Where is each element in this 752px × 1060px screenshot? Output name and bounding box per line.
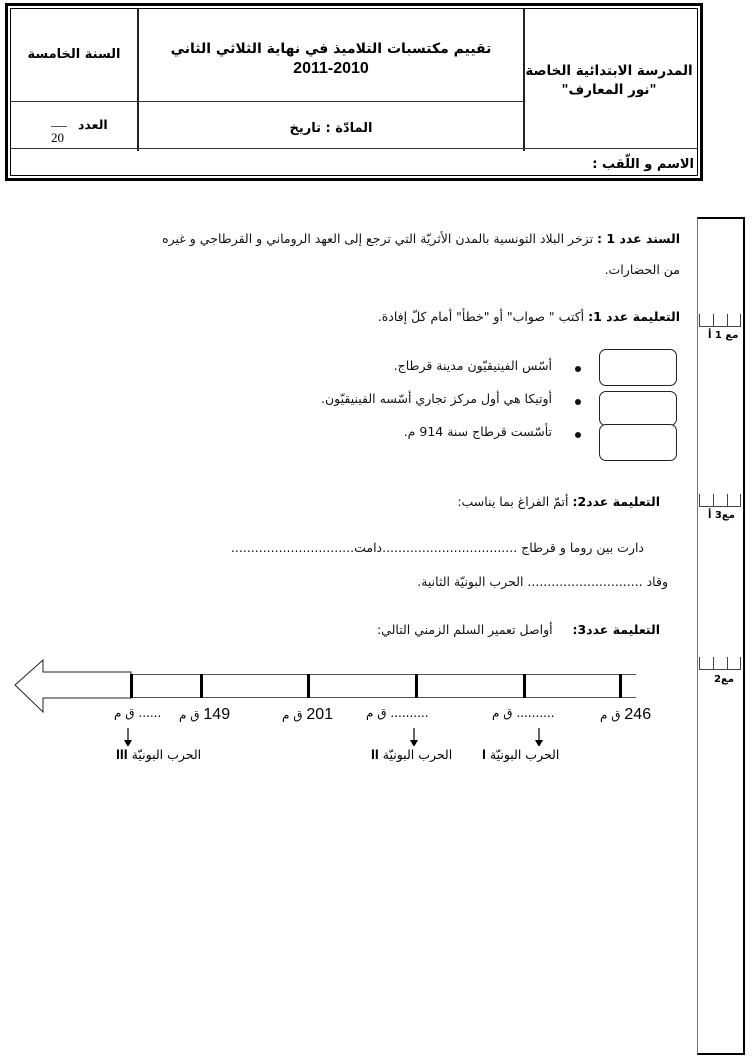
subject-label: المادّة : تاريخ [289,121,373,136]
timeline-date-5: 149 ق م [179,706,231,723]
statement-1: أسّس الفينيقيّون مدينة قرطاج. [393,358,552,373]
score-denominator: 20 [51,130,64,145]
timeline-tick [200,674,203,698]
arrow-down-icon [123,728,133,746]
answer-box-1[interactable] [599,349,677,386]
bullet-icon [575,366,581,372]
header-box [5,3,703,181]
instruction-3-text: أواصل تعمير السلم الزمني التالي: [376,622,553,637]
statement-3: تأسّست قرطاج سنة 914 م. [403,424,552,439]
header-row-divider [11,101,523,102]
punic-war-3-label: الحرب البونيّة III [116,746,202,762]
school-name: المدرسة الابتدائية الخاصة [525,63,693,79]
criterion-label-1: مع 1 أ [708,330,739,341]
timeline-tick [307,674,310,698]
instruction-2 [457,494,660,509]
timeline-tick [415,674,418,698]
statement-2: أوتيكا هي أول مركز تجاري أسّسه الفينيقيّون. [321,391,552,406]
arrow-down-icon [534,728,544,746]
document-1-text: تزخر البلاد التونسية بالمدن الأثريّة التي ترجع إلى العهد الروماني و القرطاجي و غيره [162,231,594,246]
exam-year: 2011-2010 [293,60,369,77]
score-grid-1[interactable] [699,314,741,327]
timeline-bar [131,674,636,698]
fill-blank-line-2[interactable]: وقاد ............................. الحرب البونيّة الثانية. [417,574,668,589]
criterion-label-2: مع3 أ [708,510,735,521]
document-1-line-1 [162,231,680,246]
timeline-date-2[interactable]: .......... ق م [492,706,555,720]
instruction-3 [377,622,660,637]
student-name-field[interactable]: الاسم و اللّقب : [592,157,694,172]
answer-box-2[interactable] [599,391,677,426]
timeline-tick [523,674,526,698]
instruction-1-text: أكتب " صواب" أو "خطأ" أمام كلّ إفادة. [377,309,585,324]
timeline-date-3[interactable]: .......... ق م [366,706,429,720]
timeline-date-1: 246 ق م [600,706,652,723]
bullet-icon [575,432,581,438]
header-divider-right [523,9,525,151]
criterion-label-3: مع2 [714,674,734,685]
instruction-3-title: التعليمة عدد3: [572,622,660,637]
punic-war-2-label: الحرب البونيّة II [371,746,453,762]
document-1-line-2: من الحضارات. [604,262,680,277]
timeline-tick [619,674,622,698]
bullet-icon [575,399,581,405]
score-label: العدد [78,117,108,132]
instruction-1 [378,309,680,324]
answer-box-3[interactable] [599,424,677,461]
instruction-2-text: أتمّ الفراغ بما يناسب: [457,494,569,509]
school-name-quote: "نور المعارف" [561,82,657,98]
document-1-title: السند عدد 1 : [597,231,680,246]
arrow-down-icon [409,728,419,746]
timeline-tick [130,674,133,698]
score-fraction-bar [51,126,67,127]
timeline-date-4: 201 ق م [282,706,334,723]
instruction-1-title: التعليمة عدد 1: [588,309,680,324]
score-grid-3[interactable] [699,657,741,670]
timeline-date-6[interactable]: ...... ق م [114,706,162,720]
instruction-2-title: التعليمة عدد2: [572,494,660,509]
fill-blank-line-1[interactable]: دارت بين روما و قرطاج ..................................دامت............................... [230,540,644,555]
punic-war-1-label: الحرب البونيّة I [482,746,560,762]
grade-label: السنة الخامسة [27,47,121,62]
score-column [697,217,745,1055]
exam-title: تقييم مكتسبات التلاميذ في نهاية الثلاثي الثاني [170,41,492,57]
header-name-divider [11,148,697,149]
score-grid-2[interactable] [699,494,741,507]
